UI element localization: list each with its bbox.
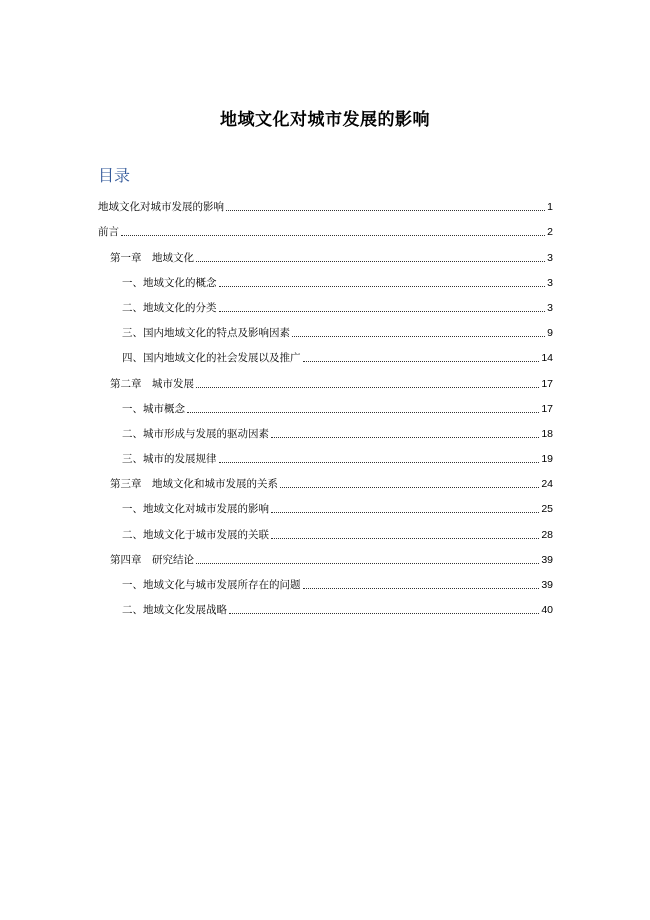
toc-entry-page: 3 [547,301,553,314]
toc-entry-page: 24 [541,478,553,491]
toc-entry[interactable] [98,567,553,592]
toc-entry-label: 二、地域文化的分类 [122,301,217,314]
toc-entry-label: 一、城市概念 [122,402,185,415]
toc-entry[interactable] [98,441,553,466]
toc-entry-page: 18 [541,427,553,440]
dot-leader [219,286,546,287]
dot-leader [271,538,539,539]
toc-entry-page: 19 [541,453,553,466]
toc-entry-label: 二、城市形成与发展的驱动因素 [122,427,269,440]
toc-entry[interactable] [98,265,553,290]
toc-entry-label: 一、地域文化的概念 [122,276,217,289]
toc-entry-label: 三、城市的发展规律 [122,453,217,466]
dot-leader [219,462,540,463]
toc-entry-label: 第三章 地域文化和城市发展的关系 [110,478,278,491]
toc-entry-page: 17 [541,402,553,415]
toc-entry-page: 3 [547,276,553,289]
toc-entry-page: 39 [541,579,553,591]
toc-entry-label: 前言 [98,226,119,239]
dot-leader [229,613,539,614]
toc-entry-label: 二、地域文化发展战略 [122,604,227,617]
toc-entry[interactable] [98,239,553,264]
toc-entry[interactable] [98,491,553,516]
toc-entry-label: 四、国内地域文化的社会发展以及推广 [122,352,301,365]
dot-leader [187,412,539,413]
toc-entry[interactable] [98,365,553,390]
toc-entry[interactable] [98,416,553,441]
toc-entry-label: 一、地域文化与城市发展所存在的问题 [122,579,301,591]
toc-entry-page: 14 [541,352,553,365]
dot-leader [219,311,546,312]
toc-entry[interactable] [98,542,553,567]
toc-entry[interactable] [98,592,553,617]
toc-entry[interactable] [98,315,553,340]
toc-entry-label: 二、地域文化于城市发展的关联 [122,528,269,541]
toc-entry[interactable] [98,290,553,315]
toc-entry-page: 17 [541,377,553,390]
toc-entry-page: 2 [547,226,553,239]
toc-entry-label: 三、国内地域文化的特点及影响因素 [122,327,290,340]
dot-leader [292,336,545,337]
dot-leader [303,588,540,589]
dot-leader [226,210,545,211]
toc-entry[interactable] [98,466,553,491]
table-of-contents [98,189,553,617]
toc-entry-label: 第四章 研究结论 [110,553,194,566]
dot-leader [280,487,539,488]
toc-entry-page: 39 [541,553,553,566]
toc-entry-page: 1 [547,201,553,214]
toc-entry[interactable] [98,214,553,239]
page-title: 地域文化对城市发展的影响 [220,110,430,130]
toc-entry[interactable] [98,189,553,214]
toc-entry-page: 3 [547,251,553,264]
toc-entry-page: 9 [547,327,553,340]
toc-entry-page: 40 [541,604,553,617]
toc-entry[interactable] [98,391,553,416]
dot-leader [271,437,539,438]
toc-entry-label: 第一章 地域文化 [110,251,194,264]
toc-heading: 目录 [98,166,131,185]
dot-leader [271,512,539,513]
toc-entry-page: 25 [541,503,553,516]
toc-entry-label: 第二章 城市发展 [110,377,194,390]
toc-entry[interactable] [98,516,553,541]
toc-entry-label: 地域文化对城市发展的影响 [98,201,224,214]
dot-leader [196,563,539,564]
dot-leader [121,235,545,236]
dot-leader [196,261,545,262]
dot-leader [303,361,540,362]
toc-entry-page: 28 [541,528,553,541]
toc-entry[interactable] [98,340,553,365]
toc-entry-label: 一、地域文化对城市发展的影响 [122,503,269,516]
dot-leader [196,387,539,388]
